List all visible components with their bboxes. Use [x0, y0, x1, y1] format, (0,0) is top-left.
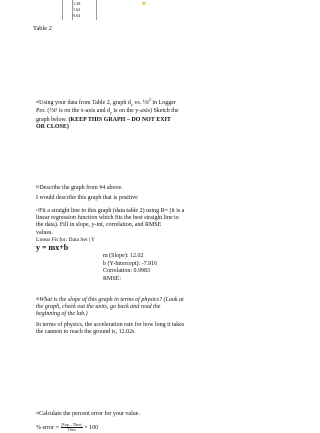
question-text: vs. ½t — [132, 100, 149, 106]
question-number: c) — [36, 207, 40, 212]
question-describe — [36, 183, 196, 192]
superscript: 2 — [148, 97, 151, 102]
question-text: Calculate the percent error for your value. — [39, 411, 140, 417]
instruction-bold: OR CLOSE) — [36, 123, 69, 130]
linear-fit-title: Linear Fit for: Data Set | Y — [36, 237, 95, 243]
linear-fit-equation: y = mx+b — [36, 243, 69, 252]
subscript: y — [109, 110, 112, 116]
question-text: Using your data from Table 2, graph d — [39, 100, 131, 106]
question-text: the graph, check out the units, go back and read the — [36, 304, 161, 311]
question-error — [36, 409, 200, 418]
percent-error-formula — [36, 423, 98, 432]
question-text: Pro. (½t² is on the x-axis and d — [36, 108, 110, 115]
question-text: Fit a straight line to this graph (data table 2) using R= (it is a — [39, 208, 185, 214]
formula-multiplier: × 100 — [82, 425, 99, 431]
table-row — [0, 13, 200, 18]
formula-fraction — [61, 423, 83, 432]
star-icon: ✶ — [141, 0, 147, 8]
formula-label: % error = — [36, 425, 61, 431]
answer-slope — [36, 322, 200, 336]
linear-fit-intercept: b (Y-Intercept): -7.916 — [103, 261, 158, 267]
answer-describe: I would describe this graph that is positive — [36, 195, 138, 201]
subscript: y — [130, 102, 133, 108]
table-cell-value: 9.64 — [73, 13, 81, 18]
formula-denominator: Theo — [67, 427, 76, 432]
question-text: Describe the graph from #4 above. — [39, 185, 123, 191]
question-text: graph below. — [36, 116, 69, 123]
question-number: a) — [36, 99, 40, 104]
table-row — [0, 1, 200, 6]
question-text: the data). Fill in slope, y-int, correlation, and RMSE — [36, 222, 162, 229]
question-text: values. — [36, 229, 53, 236]
linear-fit-rmse: RMSE: — [103, 276, 122, 282]
question-text: beginning of the lab.) — [36, 311, 88, 318]
question-text: What is the slope of this graph in terms of physics? (Look at — [39, 297, 184, 303]
linear-fit-slope: m (Slope): 12.02 — [103, 253, 144, 259]
table-caption: Table 2 — [33, 25, 52, 32]
table-cell-value: 1.62 — [73, 7, 81, 12]
instruction-bold: (KEEP THIS GRAPH – DO NOT EXIT — [68, 116, 171, 123]
question-number: d) — [36, 296, 40, 301]
question-graph — [36, 96, 196, 131]
linear-fit-correlation: Correlation: 0.9983 — [103, 268, 150, 274]
question-text: linear regression function which fits the best straight line to — [36, 215, 179, 222]
question-fit — [36, 206, 200, 237]
table-cell-value: 1.38 — [73, 1, 81, 6]
data-table-fragment — [0, 0, 200, 22]
answer-text: In terms of physics, the acceleration rate for how long it takes — [36, 322, 185, 328]
answer-text: the cannon to reach the ground is, 12.02s — [36, 329, 135, 336]
question-slope — [36, 295, 200, 319]
question-text: is on the y-axis) Sketch the — [111, 108, 179, 115]
question-number: b) — [36, 184, 40, 189]
formula-numerator: |Exp – Theo| — [61, 422, 82, 427]
question-text: in Logger — [150, 100, 176, 106]
question-number: e) — [36, 410, 40, 415]
table-row — [0, 7, 200, 12]
